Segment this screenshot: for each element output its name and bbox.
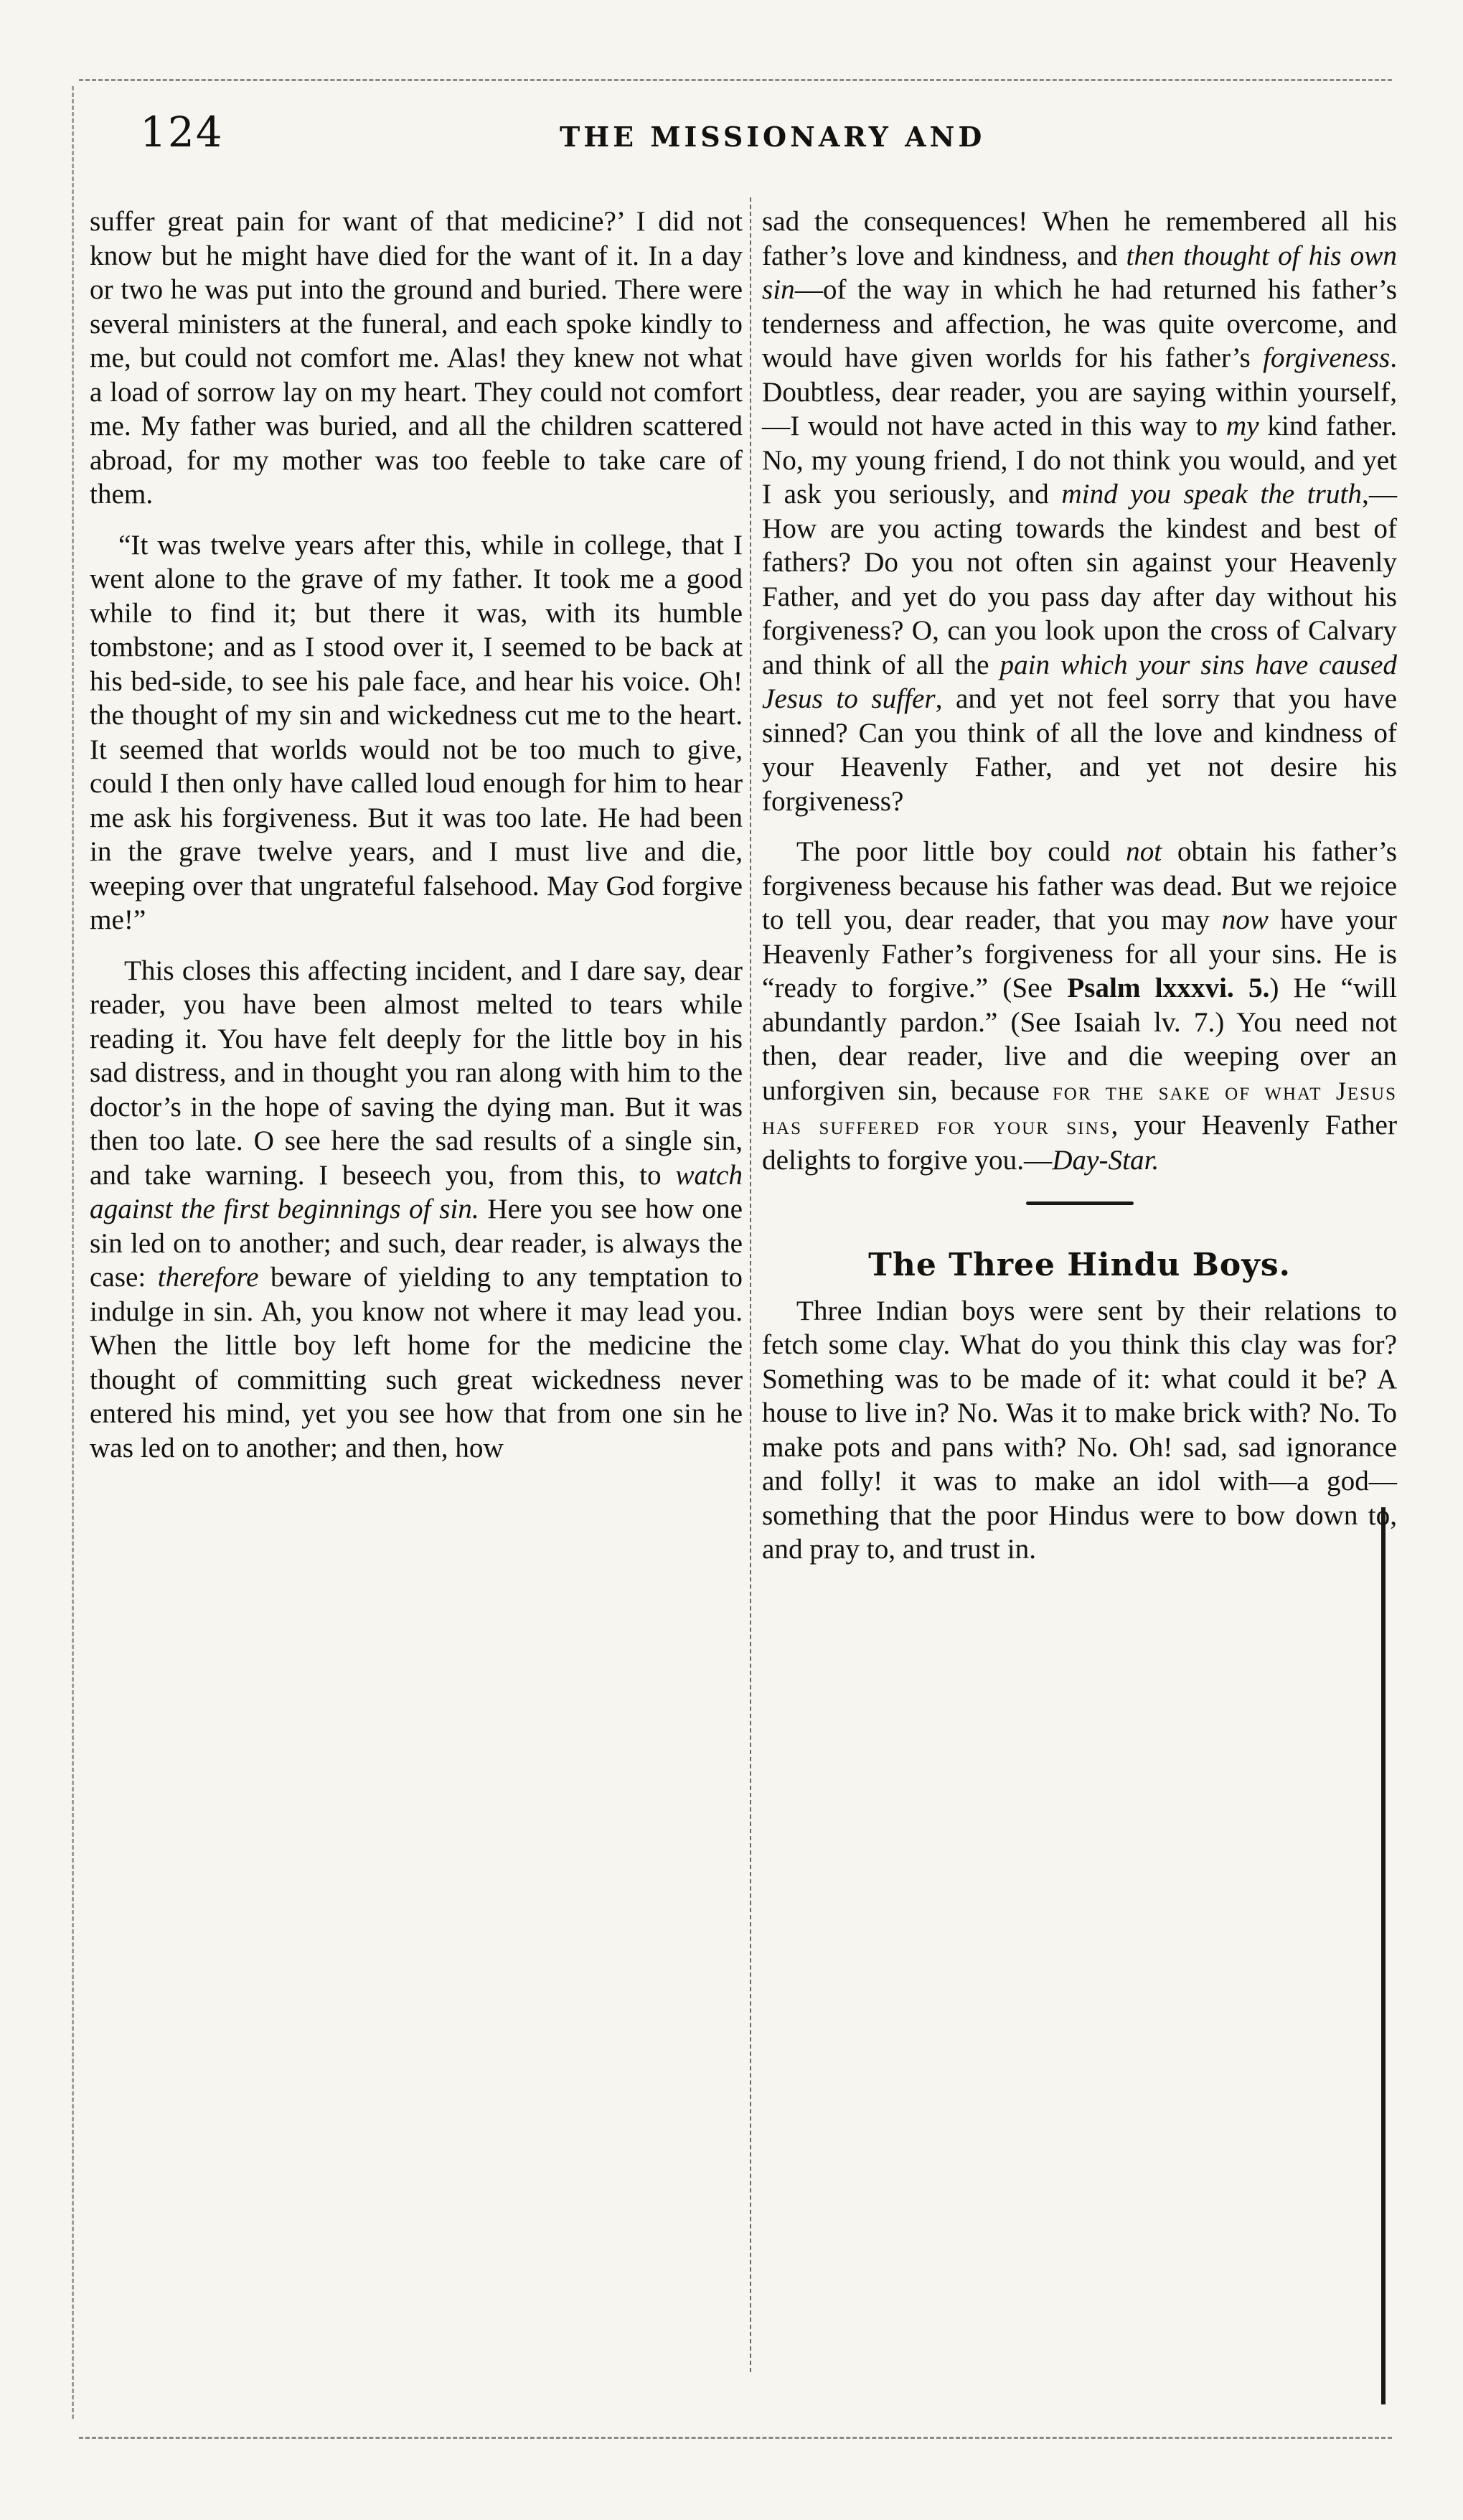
source-attribution: Day-Star. [1052, 1144, 1159, 1176]
text-run: The poor little boy could [796, 836, 1126, 867]
italic-run: not [1126, 836, 1162, 867]
section-title: The Three Hindu Boys. [868, 1247, 1291, 1283]
italic-run: watch against the first beginnings of sin. [90, 1159, 743, 1224]
scripture-reference: Psalm lxxxvi. 5. [1067, 973, 1270, 1003]
text-run: . Doubtless, dear reader, you are saying within yourself, —I would not have acted in this way to [762, 342, 1397, 441]
italic-run: now [1221, 904, 1269, 935]
bottom-edge-rule [79, 2437, 1392, 2439]
italic-run: forgiveness [1263, 342, 1391, 373]
right-column [762, 205, 1397, 1567]
text-run: This closes this affecting incident, and I dare say, dear reader, you have been almost melted to tears while reading it. You have felt deeply for the little boy in his sad distress, and in thought you ran along with him to the doctor’s in the hope of saving the dying man. But it was then too late. O see here the sad results of a single sin, and take warning. I beseech you, from this, to [90, 955, 743, 1191]
top-edge-rule [79, 79, 1392, 81]
text-run: obtain his father’s forgiveness because his father was dead. But we rejoice to tell you, dear reader, that you may [762, 836, 1398, 935]
column-divider [750, 197, 751, 2372]
text-run: have your Heavenly Father’s forgiveness for all your sins. He is “ready to forgive.” (See [762, 904, 1397, 1003]
paragraph: suffer great pain for want of that medicine?’ I did not know but he might have died for the want of it. In a day or two he was put into the ground and buried. There were several ministers at the funeral, and each spoke kindly to me, but could not comfort me. Alas! they knew not what a load of sorrow lay on my heart. They could not comfort me. My father was buried, and all the children scattered abroad, for my mother was too feeble to take care of them. [90, 206, 743, 510]
text-run: , your Heavenly Father delights to forgive you.— [762, 1110, 1397, 1176]
paragraph: Three Indian boys were sent by their relations to fetch some clay. What do you think this clay was for? Something was to be made of it: what could it be? A house to live in? No. Was it to make brick with? No. To make pots and pans with? No. Oh! sad, sad ignorance and folly! it was to make an idol with—a god—something that the poor Hindus were to bow down to, and pray to, and trust in. [762, 1295, 1397, 1565]
right-edge-rule [1381, 1507, 1386, 2404]
left-edge-rule [72, 86, 74, 2419]
small-caps-run: for the sake of what Jesus has suffered for your sins [762, 1076, 1397, 1140]
left-column [90, 205, 743, 1465]
italic-run: my [1226, 411, 1259, 441]
ornamental-rule [1026, 1202, 1134, 1205]
page-number: 124 [140, 108, 224, 156]
italic-run: then thought of his own sin [762, 240, 1397, 305]
text-run: kind father. No, my young friend, I do not think you would, and yet I ask you seriously, and [762, 411, 1397, 510]
text-run: Here you see how one sin led on to another; and such, dear reader, is always the case: [90, 1194, 743, 1293]
text-run: sad the consequences! When he remembered all his father’s love and kindness, and [762, 206, 1397, 271]
text-run: beware of yielding to any temptation to indulge in sin. Ah, you know not where it may lead you. When the little boy left home for the medicine the thought of committing such great wickedness never entered his mind, yet you see how that from one sin he was led on to another; and then, how [90, 1262, 743, 1463]
italic-run: therefore [157, 1262, 259, 1293]
paragraph: “It was twelve years after this, while in college, that I went alone to the grave of my father. It took me a good while to find it; but there it was, with its humble tombstone; and as I stood over it, I seemed to be back at his bed-side, to see his pale face, and hear his voice. Oh! the thought of my sin and wickedness cut me to the heart. It seemed that worlds would not be too much to give, could I then only have called loud enough for him to hear me ask his forgiveness. But it was too late. He had been in the grave twelve years, and I must live and die, weeping over that ungrateful falsehood. May God forgive me!” [90, 529, 743, 935]
text-run: ) He “will abundantly pardon.” (See Isaiah lv. 7.) You need not then, dear reader, live and die weeping over an unforgiven sin, because [762, 973, 1397, 1106]
running-title: THE MISSIONARY AND [560, 121, 986, 153]
text-run: ,—How are you acting towards the kindest and best of fathers? Do you not often sin against your Heavenly Father, and yet do you pass day after day without his forgiveness? O, can you look upon the cross of Calvary and think of all the [762, 479, 1397, 680]
text-run: , and yet not feel sorry that you have sinned? Can you think of all the love and kindness of your Heavenly Father, and yet not desire his forgiveness? [762, 683, 1398, 817]
paragraph [90, 954, 743, 1466]
paragraph [762, 205, 1397, 818]
paragraph [762, 835, 1397, 1177]
italic-run: mind you speak the truth [1061, 479, 1363, 510]
italic-run: pain which your sins have caused Jesus to suffer [762, 649, 1397, 714]
text-run: —of the way in which he had returned his father’s tenderness and affection, he was quite overcome, and would have given worlds for his father’s [762, 274, 1397, 373]
page-header [0, 108, 1463, 165]
